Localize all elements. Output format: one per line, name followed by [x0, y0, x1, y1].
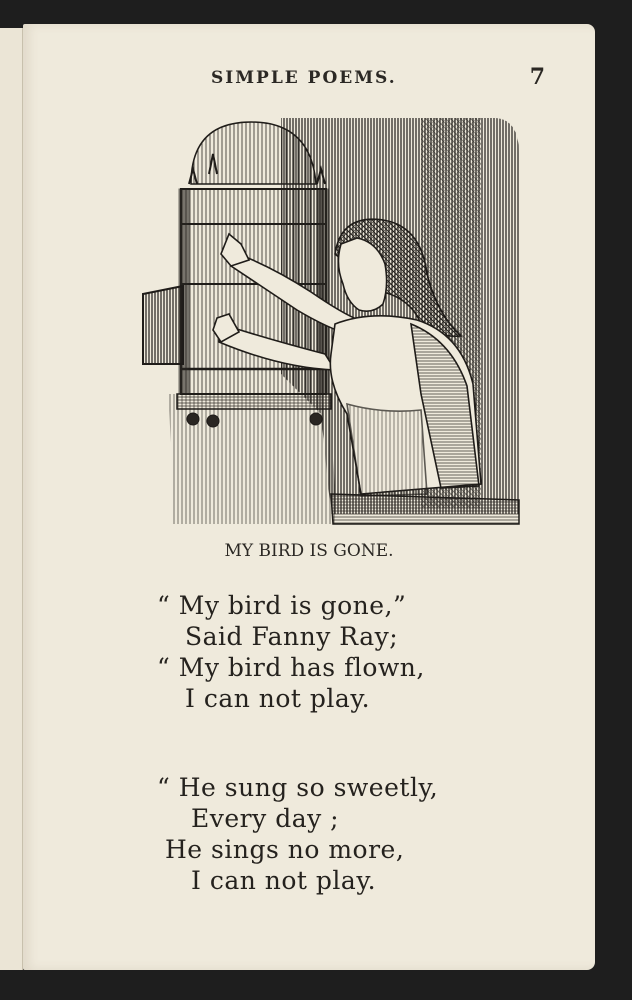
window-sill: [331, 494, 519, 524]
stanza-1: [157, 590, 425, 714]
poem-line: Said Fanny Ray;: [185, 622, 399, 651]
poem-line: He sings no more,: [165, 835, 405, 864]
poem-line: I can not play.: [185, 684, 371, 713]
poem-line: “ He sung so sweetly,: [157, 773, 439, 802]
poem-line: Every day ;: [191, 804, 340, 833]
engraving-illustration: [121, 114, 521, 526]
poem-line: “ My bird has flown,: [157, 653, 425, 682]
running-header: SIMPLE POEMS.: [211, 68, 397, 88]
poem-title: MY BIRD IS GONE.: [224, 541, 394, 561]
poem-line: I can not play.: [191, 866, 377, 895]
page-number: 7: [529, 64, 545, 90]
birdcage: [143, 122, 331, 427]
book-page: [23, 24, 595, 970]
poem-line: “ My bird is gone,”: [157, 591, 407, 620]
facing-page-edge: [0, 28, 23, 970]
stanza-2: [157, 772, 438, 896]
